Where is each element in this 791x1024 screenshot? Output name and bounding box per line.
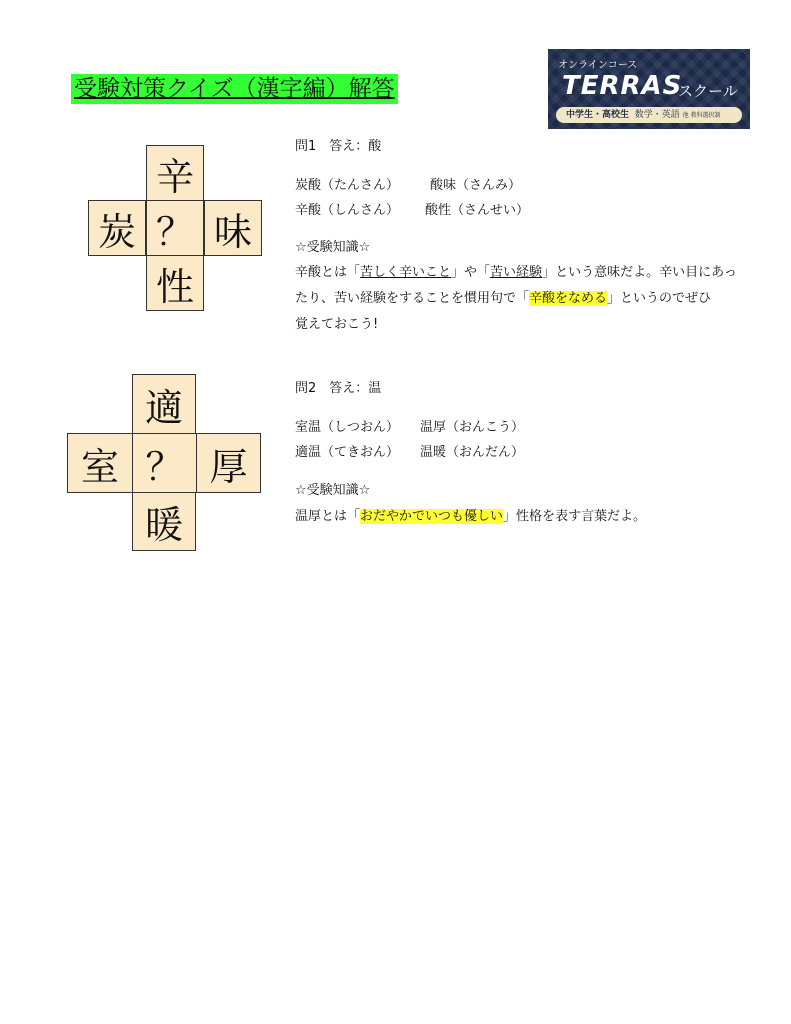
q2-answer-header: 問2 答え：温 [295,381,382,396]
q1-line1-underlined-2: 苦い経験 [490,265,543,280]
q1-explanation-line3: 覚えておこう! [295,317,379,332]
page-title-text: 受験対策クイズ（漢字編）解答 [74,76,395,102]
q1-line1-underlined-1: 苦しく辛いこと [360,265,452,280]
q1-cell-top: 辛 [146,145,204,201]
logo-tagline-subjects: 数学・英語 [634,110,680,120]
q1-line2-text-a: たり、苦い経験をすることを慣用句で「 [295,291,530,306]
q1-word-1: 炭酸（たんさん） [295,178,400,193]
q2-word-2: 温厚（おんこう） [420,420,525,435]
q1-line2-highlight: 辛酸をなめる [529,291,608,306]
q1-word-4: 酸性（さんせい） [425,203,530,218]
logo-tagline-grades: 中学生・高校生 [566,110,630,120]
logo-subtitle: オンラインコース [558,60,638,71]
q2-explanation-line1 [295,508,646,526]
q1-knowledge-title: ☆受験知識☆ [295,240,371,255]
q2-cell-top: 適 [132,374,196,434]
q2-cell-left: 室 [67,433,133,493]
q1-explanation-line1 [295,264,737,282]
q2-cell-bottom: 暖 [132,492,196,551]
q2-cell-center: ？ [132,433,197,493]
q1-line2-text-b: 」というのでぜひ [607,291,712,306]
q2-line1-text-b: 」性格を表す言葉だよ。 [503,509,647,524]
q1-line1-text-a: 辛酸とは「 [295,265,361,280]
q1-line1-text-c: 」という意味だよ。辛い目にあっ [542,265,737,280]
q1-explanation-line2 [295,290,711,308]
q1-cell-center: ？ [146,200,204,256]
q2-cell-right: 厚 [196,433,261,493]
q2-line1-text-a: 温厚とは「 [295,509,361,524]
q1-cell-bottom: 性 [146,255,204,311]
q1-line1-text-b: 」や「 [451,265,491,280]
logo-tagline [556,107,742,123]
q2-word-3: 適温（てきおん） [295,445,400,460]
q2-word-1: 室温（しつおん） [295,420,400,435]
q1-cell-right: 味 [204,200,262,256]
logo-brand: TERRAS [562,71,683,101]
logo-brand-suffix: スクール [678,82,738,100]
school-logo [548,49,750,129]
q2-line1-highlight: おだやかでいつも優しい [360,509,504,524]
q1-word-2: 酸味（さんみ） [430,178,522,193]
q1-word-3: 辛酸（しんさん） [295,203,400,218]
logo-tagline-note: 他 教科選択制 [682,112,721,119]
page-title [71,74,398,104]
q2-word-4: 温暖（おんだん） [420,445,525,460]
q1-cell-left: 炭 [88,200,146,256]
q2-knowledge-title: ☆受験知識☆ [295,483,371,498]
q1-answer-header: 問1 答え：酸 [295,139,382,154]
